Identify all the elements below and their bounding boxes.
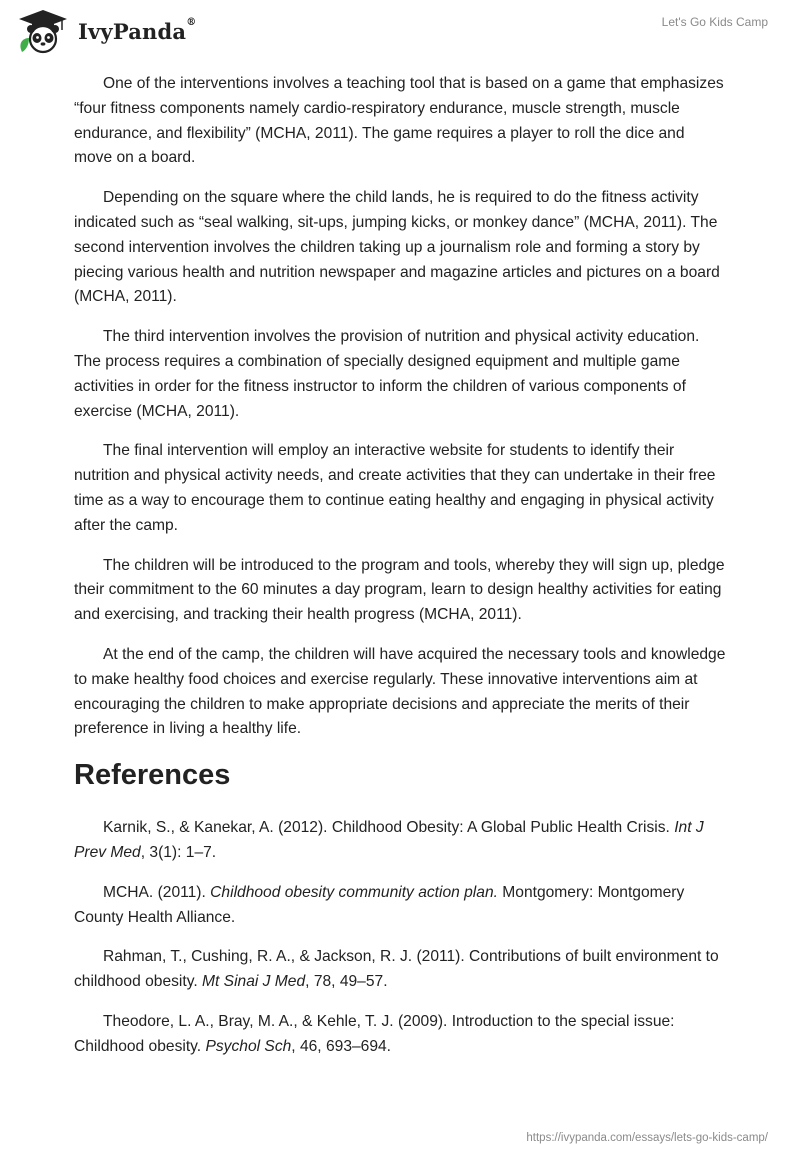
reference-item: Rahman, T., Cushing, R. A., & Jackson, R. J. (2011). Contributions of built environment to childhood obesity. Mt Sinai J Med, 78, 49–57.	[74, 948, 719, 991]
body-paragraph: The children will be introduced to the program and tools, whereby they will sign up, pledge their commitment to the 60 minutes a day program, learn to design healthy activities for eating and exercising, and tracking their health progress (MCHA, 2011).	[74, 556, 725, 624]
references-heading: References	[74, 759, 231, 792]
panda-graduate-icon	[16, 8, 70, 54]
reference-item: Theodore, L. A., Bray, M. A., & Kehle, T. J. (2009). Introduction to the special issue: Childhood obesity. Psychol Sch, 46, 693–694.	[74, 1012, 675, 1055]
body-paragraph: One of the interventions involves a teaching tool that is based on a game that emphasizes “four fitness components namely cardio-respiratory endurance, muscle strength, muscle endurance, and flexibility” (MCHA, 2011). The game requires a player to roll the dice and move on a board.	[74, 75, 724, 167]
document-title: Let's Go Kids Camp	[661, 15, 768, 29]
reference-item: Karnik, S., & Kanekar, A. (2012). Childhood Obesity: A Global Public Health Crisis. Int J Prev Med, 3(1): 1–7.	[74, 819, 704, 861]
ivypanda-logo[interactable]	[16, 8, 196, 54]
essay-body	[74, 72, 726, 1075]
body-paragraph: At the end of the camp, the children will have acquired the necessary tools and knowledge to make healthy food choices and exercise regularly. These innovative interventions aim at encouraging the children to make appropriate decisions and appreciate the merits of their preference in living a healthy life.	[74, 645, 726, 738]
reference-item: MCHA. (2011). Childhood obesity community action plan. Montgomery: Montgomery County Health Alliance.	[74, 883, 685, 926]
source-url-link[interactable]: https://ivypanda.com/essays/lets-go-kids-camp/	[526, 1132, 768, 1144]
body-paragraph: The final intervention will employ an interactive website for students to identify their nutrition and physical activity needs, and create activities that they can undertake in their free time as a way to encourage them to continue eating healthy and engaging in physical activity after the camp.	[74, 442, 716, 534]
body-paragraph: Depending on the square where the child lands, he is required to do the fitness activity indicated such as “seal walking, sit-ups, jumping kicks, or monkey dance” (MCHA, 2011). The second intervention involves the children taking up a journalism role and forming a story by piecing various health and nutrition newspaper and magazine articles and pictures on a board (MCHA, 2011).	[74, 189, 720, 306]
body-paragraph: The third intervention involves the provision of nutrition and physical activity education. The process requires a combination of specially designed equipment and multiple game activities in order for the fitness instructor to inform the children of various components of exercise (MCHA, 2011).	[74, 328, 700, 420]
page-header	[0, 0, 800, 60]
brand-name: IvyPanda®	[78, 16, 197, 44]
